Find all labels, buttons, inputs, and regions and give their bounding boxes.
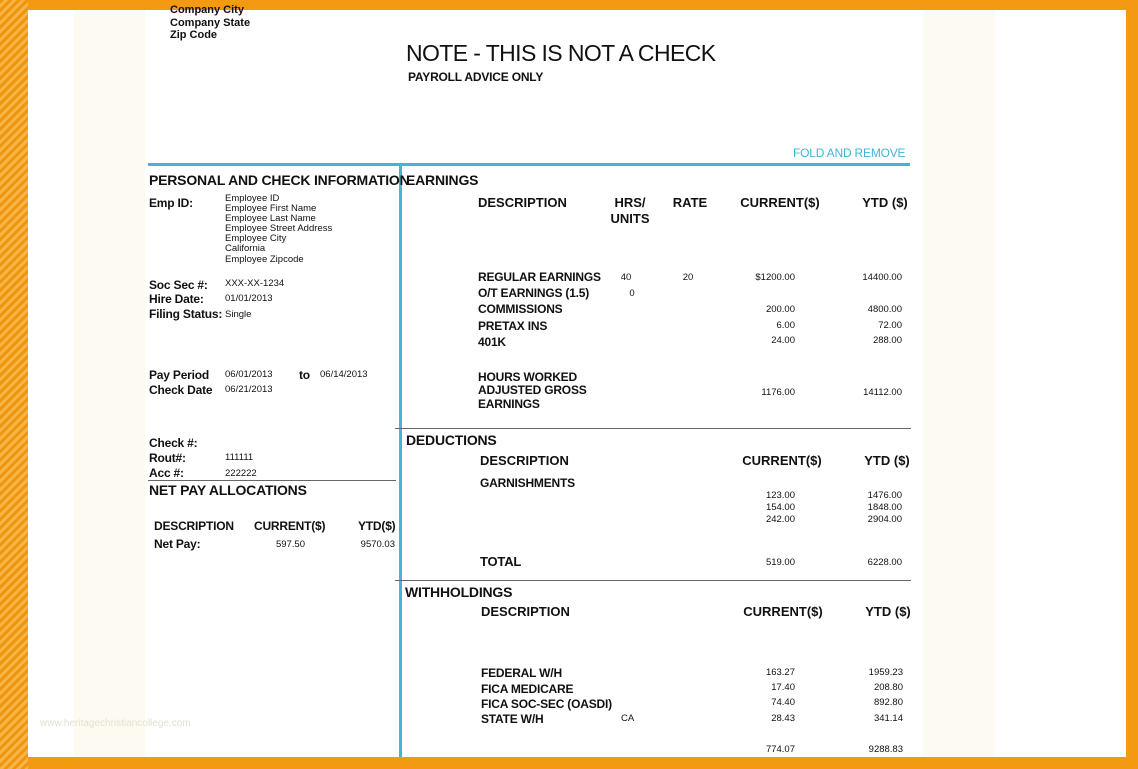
employee-line: Employee ID (225, 193, 280, 204)
earnings-row-ytd: 72.00 (878, 320, 902, 331)
deductions-heading: DEDUCTIONS (406, 432, 497, 448)
check-date-label: Check Date (149, 383, 213, 397)
garnishments-label: GARNISHMENTS (480, 476, 575, 490)
routing-value: 111111 (225, 452, 254, 463)
earnings-col-hrs: HRS/ UNITS (610, 195, 650, 226)
pay-period-to: to (299, 368, 310, 382)
notice-title: NOTE - THIS IS NOT A CHECK (406, 40, 716, 66)
withholdings-heading: WITHHOLDINGS (405, 584, 513, 600)
net-pay-divider (148, 480, 396, 481)
withholding-row-current: 28.43 (771, 713, 795, 724)
filing-status-value: Single (225, 309, 252, 320)
withholding-row-desc: FICA MEDICARE (481, 682, 574, 696)
right-margin (995, 10, 1126, 757)
withholding-row-desc: STATE W/H (481, 712, 544, 726)
employee-line: Employee Street Address (225, 223, 333, 235)
net-pay-col-desc: DESCRIPTION (154, 519, 234, 533)
pay-period-start: 06/01/2013 (225, 369, 273, 380)
ssn-label: Soc Sec #: (149, 278, 208, 292)
withholdings-divider (395, 580, 911, 581)
withholding-row-desc: FEDERAL W/H (481, 666, 562, 680)
frame-stripe (0, 0, 28, 769)
watermark-text: www.heritagechristiancollege.com (40, 718, 191, 729)
adjusted-gross-label: ADJUSTED GROSS (478, 383, 587, 397)
account-value: 222222 (225, 468, 257, 479)
withholding-row-current: 74.40 (771, 697, 795, 708)
deductions-total-label: TOTAL (480, 554, 522, 569)
earnings-row-ytd: 288.00 (872, 335, 902, 346)
withholdings-total-ytd: 9288.83 (868, 744, 903, 755)
employee-line: California (225, 243, 266, 255)
left-margin (28, 10, 74, 757)
earnings-row-current: 6.00 (776, 320, 795, 331)
withholding-row-state: CA (621, 713, 635, 724)
net-pay-heading: NET PAY ALLOCATIONS (149, 482, 307, 498)
pay-period-label: Pay Period (149, 368, 210, 382)
deductions-total-current: 519.00 (765, 557, 795, 568)
withholdings-col-desc: DESCRIPTION (481, 604, 570, 619)
earnings-col-rate: RATE (672, 195, 708, 210)
column-divider (399, 165, 402, 757)
earnings-row-current: 24.00 (771, 335, 795, 346)
earnings-row-current: 200.00 (765, 304, 795, 315)
hours-worked-label: HOURS WORKED (478, 370, 577, 384)
ssn-value: XXX-XX-1234 (225, 278, 285, 289)
adjusted-gross-ytd: 14112.00 (863, 387, 902, 398)
deductions-col-ytd: YTD ($) (864, 453, 910, 468)
deduction-row-ytd: 2904.00 (867, 514, 902, 525)
deductions-divider (395, 428, 911, 429)
withholding-row-ytd: 892.80 (873, 697, 903, 708)
withholding-row-ytd: 1959.23 (868, 667, 903, 678)
pay-period-end: 06/14/2013 (320, 369, 368, 380)
employee-line: Employee City (225, 233, 287, 245)
withholding-row-desc: FICA SOC-SEC (OASDI) (481, 697, 612, 711)
net-pay-row-label: Net Pay: (154, 537, 201, 551)
company-city: Company City (170, 4, 244, 16)
emp-id-label: Emp ID: (149, 196, 193, 210)
earnings-heading: EARNINGS (406, 172, 479, 188)
adjusted-gross-current: 1176.00 (761, 387, 795, 398)
fold-and-remove: FOLD AND REMOVE (793, 146, 906, 160)
check-date-value: 06/21/2013 (225, 384, 273, 395)
earnings-row-desc: REGULAR EARNINGS (478, 270, 601, 284)
earnings-row-current: $1200.00 (755, 272, 795, 283)
personal-heading: PERSONAL AND CHECK INFORMATION (149, 172, 410, 188)
withholdings-total-current: 774.07 (765, 744, 795, 755)
withholdings-col-ytd: YTD ($) (865, 604, 911, 619)
company-state: Company State (170, 16, 251, 29)
filing-status-label: Filing Status: (149, 307, 223, 321)
earnings-row-desc: 401K (478, 335, 506, 349)
notice-subtitle: PAYROLL ADVICE ONLY (408, 70, 544, 84)
account-label: Acc #: (149, 466, 184, 480)
employee-address (225, 194, 332, 265)
earnings-row-ytd: 4800.00 (867, 304, 902, 315)
deductions-col-current: CURRENT($) (742, 453, 822, 468)
payroll-advice-sheet (145, 4, 923, 757)
withholding-row-ytd: 208.80 (873, 682, 903, 693)
company-zip: Zip Code (170, 29, 218, 41)
withholding-row-current: 17.40 (771, 682, 795, 693)
net-pay-col-ytd: YTD($) (358, 519, 396, 533)
adjusted-gross-label-2: EARNINGS (478, 397, 540, 411)
fold-line (148, 163, 910, 166)
withholdings-col-current: CURRENT($) (743, 604, 823, 619)
withholding-row-current: 163.27 (765, 667, 795, 678)
earnings-col-desc: DESCRIPTION (478, 195, 567, 210)
hire-date-label: Hire Date: (149, 292, 204, 306)
earnings-row-desc: COMMISSIONS (478, 302, 563, 316)
net-pay-ytd: 9570.03 (360, 539, 395, 550)
deduction-row-ytd: 1848.00 (867, 502, 902, 513)
employee-line: Employee First Name (225, 203, 317, 215)
hire-date-value: 01/01/2013 (225, 293, 273, 304)
earnings-row-hrs: 40 (620, 272, 632, 283)
employee-line: Employee Last Name (225, 213, 316, 225)
employee-line: Employee Zipcode (225, 253, 304, 265)
deduction-row-current: 123.00 (765, 490, 795, 501)
earnings-col-ytd: YTD ($) (862, 195, 908, 210)
deductions-total-ytd: 6228.00 (867, 557, 902, 568)
net-pay-col-current: CURRENT($) (254, 519, 326, 533)
deduction-row-ytd: 1476.00 (867, 490, 902, 501)
deduction-row-current: 154.00 (765, 502, 795, 513)
withholding-row-ytd: 341.14 (873, 713, 903, 724)
deductions-col-desc: DESCRIPTION (480, 453, 569, 468)
deduction-row-current: 242.00 (765, 514, 795, 525)
company-address (170, 4, 250, 42)
earnings-row-ytd: 14400.00 (862, 272, 902, 283)
routing-label: Rout#: (149, 451, 186, 465)
earnings-row-desc: O/T EARNINGS (1.5) (478, 286, 590, 300)
earnings-row-hrs: 0 (629, 288, 635, 299)
earnings-row-desc: PRETAX INS (478, 319, 548, 333)
net-pay-current: 597.50 (275, 539, 305, 550)
earnings-row-rate: 20 (682, 272, 694, 283)
earnings-col-current: CURRENT($) (740, 195, 820, 210)
check-number-label: Check #: (149, 436, 198, 450)
